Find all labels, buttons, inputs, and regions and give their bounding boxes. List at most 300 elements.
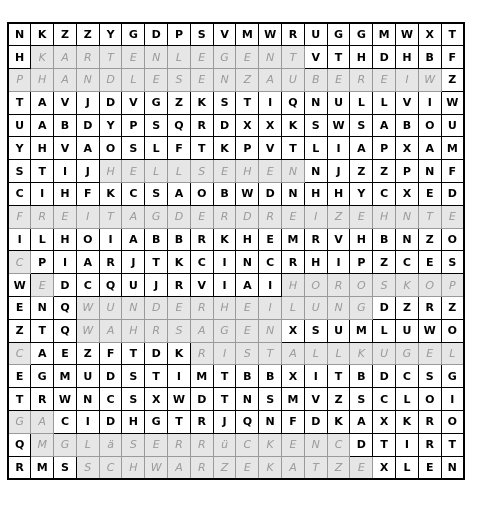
grid-cell[interactable]: I	[327, 137, 350, 160]
grid-cell[interactable]: G	[31, 365, 54, 388]
grid-cell[interactable]: D	[145, 297, 168, 320]
grid-cell[interactable]: S	[122, 365, 145, 388]
grid-cell[interactable]: A	[31, 114, 54, 137]
grid-cell[interactable]: O	[99, 137, 122, 160]
grid-cell[interactable]: I	[259, 91, 282, 114]
grid-cell[interactable]: K	[396, 411, 419, 434]
grid-cell[interactable]: G	[54, 433, 77, 456]
grid-cell[interactable]: N	[282, 183, 305, 206]
grid-cell[interactable]: S	[213, 91, 236, 114]
grid-cell[interactable]: M	[190, 365, 213, 388]
grid-cell[interactable]: U	[304, 23, 327, 46]
grid-cell[interactable]: A	[76, 137, 99, 160]
grid-cell[interactable]: L	[31, 228, 54, 251]
grid-cell[interactable]: O	[441, 228, 464, 251]
grid-cell[interactable]: V	[122, 91, 145, 114]
grid-cell[interactable]: S	[190, 23, 213, 46]
grid-cell[interactable]: L	[373, 91, 396, 114]
grid-cell[interactable]: C	[259, 251, 282, 274]
grid-cell[interactable]: A	[418, 137, 441, 160]
grid-cell[interactable]: L	[168, 46, 191, 69]
grid-cell[interactable]: B	[168, 228, 191, 251]
grid-cell[interactable]: A	[76, 251, 99, 274]
grid-cell[interactable]: W	[418, 319, 441, 342]
grid-cell[interactable]: H	[327, 183, 350, 206]
grid-cell[interactable]: D	[373, 297, 396, 320]
grid-cell[interactable]: F	[8, 205, 31, 228]
grid-cell[interactable]: D	[441, 183, 464, 206]
grid-cell[interactable]: Q	[168, 114, 191, 137]
grid-cell[interactable]: U	[304, 297, 327, 320]
grid-cell[interactable]: T	[122, 342, 145, 365]
grid-cell[interactable]: Q	[54, 319, 77, 342]
grid-cell[interactable]: I	[304, 205, 327, 228]
grid-cell[interactable]: N	[282, 160, 305, 183]
grid-cell[interactable]: A	[122, 205, 145, 228]
grid-cell[interactable]: E	[327, 69, 350, 92]
grid-cell[interactable]: G	[350, 297, 373, 320]
grid-cell[interactable]: R	[327, 274, 350, 297]
grid-cell[interactable]: P	[31, 251, 54, 274]
grid-cell[interactable]: R	[190, 433, 213, 456]
grid-cell[interactable]: D	[168, 205, 191, 228]
grid-cell[interactable]: F	[168, 137, 191, 160]
grid-cell[interactable]: D	[99, 365, 122, 388]
grid-cell[interactable]: O	[418, 114, 441, 137]
grid-cell[interactable]: S	[304, 319, 327, 342]
grid-cell[interactable]: Z	[213, 456, 236, 479]
grid-cell[interactable]: R	[418, 297, 441, 320]
grid-cell[interactable]: N	[76, 69, 99, 92]
grid-cell[interactable]: U	[373, 342, 396, 365]
grid-cell[interactable]: P	[168, 23, 191, 46]
grid-cell[interactable]: H	[54, 228, 77, 251]
grid-cell[interactable]: U	[396, 319, 419, 342]
grid-cell[interactable]: R	[282, 23, 305, 46]
grid-cell[interactable]: S	[54, 456, 77, 479]
grid-cell[interactable]: J	[213, 411, 236, 434]
grid-cell[interactable]: C	[396, 365, 419, 388]
grid-cell[interactable]: G	[145, 205, 168, 228]
grid-cell[interactable]: C	[236, 433, 259, 456]
grid-cell[interactable]: E	[8, 365, 31, 388]
grid-cell[interactable]: L	[145, 137, 168, 160]
grid-cell[interactable]: K	[259, 456, 282, 479]
grid-cell[interactable]: C	[99, 388, 122, 411]
grid-cell[interactable]: K	[190, 91, 213, 114]
grid-cell[interactable]: H	[31, 69, 54, 92]
grid-cell[interactable]: T	[8, 91, 31, 114]
grid-cell[interactable]: L	[396, 456, 419, 479]
grid-cell[interactable]: Z	[327, 456, 350, 479]
grid-cell[interactable]: W	[441, 91, 464, 114]
grid-cell[interactable]: F	[441, 46, 464, 69]
grid-cell[interactable]: I	[418, 91, 441, 114]
grid-cell[interactable]: H	[304, 251, 327, 274]
grid-cell[interactable]: M	[31, 433, 54, 456]
grid-cell[interactable]: I	[99, 228, 122, 251]
grid-cell[interactable]: G	[122, 23, 145, 46]
grid-cell[interactable]: A	[31, 342, 54, 365]
grid-cell[interactable]: R	[259, 205, 282, 228]
grid-cell[interactable]: M	[282, 228, 305, 251]
grid-cell[interactable]: E	[236, 456, 259, 479]
grid-cell[interactable]: N	[259, 46, 282, 69]
grid-cell[interactable]: T	[168, 411, 191, 434]
grid-cell[interactable]: K	[213, 137, 236, 160]
grid-cell[interactable]: J	[76, 91, 99, 114]
grid-cell[interactable]: L	[122, 69, 145, 92]
grid-cell[interactable]: P	[122, 114, 145, 137]
grid-cell[interactable]: T	[327, 365, 350, 388]
grid-cell[interactable]: L	[168, 160, 191, 183]
grid-cell[interactable]: E	[190, 205, 213, 228]
grid-cell[interactable]: D	[99, 91, 122, 114]
grid-cell[interactable]: D	[350, 433, 373, 456]
grid-cell[interactable]: S	[145, 183, 168, 206]
grid-cell[interactable]: R	[190, 297, 213, 320]
grid-cell[interactable]: K	[327, 411, 350, 434]
grid-cell[interactable]: N	[76, 388, 99, 411]
grid-cell[interactable]: E	[31, 274, 54, 297]
grid-cell[interactable]: W	[418, 69, 441, 92]
grid-cell[interactable]: S	[259, 388, 282, 411]
grid-cell[interactable]: H	[350, 228, 373, 251]
grid-cell[interactable]: C	[99, 456, 122, 479]
grid-cell[interactable]: A	[54, 46, 77, 69]
grid-cell[interactable]: J	[327, 160, 350, 183]
grid-cell[interactable]: P	[8, 69, 31, 92]
grid-cell[interactable]: E	[350, 205, 373, 228]
grid-cell[interactable]: O	[190, 183, 213, 206]
grid-cell[interactable]: S	[122, 433, 145, 456]
grid-cell[interactable]: E	[259, 160, 282, 183]
grid-cell[interactable]: E	[236, 319, 259, 342]
grid-cell[interactable]: R	[190, 342, 213, 365]
grid-cell[interactable]: C	[8, 342, 31, 365]
grid-cell[interactable]: X	[418, 23, 441, 46]
grid-cell[interactable]: T	[99, 46, 122, 69]
grid-cell[interactable]: I	[31, 183, 54, 206]
grid-cell[interactable]: W	[396, 23, 419, 46]
grid-cell[interactable]: H	[350, 46, 373, 69]
grid-cell[interactable]: X	[282, 319, 305, 342]
grid-cell[interactable]: M	[31, 456, 54, 479]
grid-cell[interactable]: T	[418, 205, 441, 228]
grid-cell[interactable]: X	[282, 365, 305, 388]
grid-cell[interactable]: S	[168, 69, 191, 92]
grid-cell[interactable]: V	[396, 91, 419, 114]
grid-cell[interactable]: C	[327, 433, 350, 456]
grid-cell[interactable]: P	[441, 274, 464, 297]
grid-cell[interactable]: A	[122, 228, 145, 251]
grid-cell[interactable]: K	[168, 342, 191, 365]
grid-cell[interactable]: Z	[373, 160, 396, 183]
grid-cell[interactable]: X	[396, 183, 419, 206]
grid-cell[interactable]: H	[373, 205, 396, 228]
grid-cell[interactable]: M	[350, 319, 373, 342]
grid-cell[interactable]: Z	[418, 228, 441, 251]
grid-cell[interactable]: I	[76, 205, 99, 228]
grid-cell[interactable]: N	[259, 319, 282, 342]
grid-cell[interactable]: T	[282, 46, 305, 69]
grid-cell[interactable]: E	[145, 433, 168, 456]
grid-cell[interactable]: K	[168, 251, 191, 274]
grid-cell[interactable]: G	[441, 365, 464, 388]
grid-cell[interactable]: G	[213, 46, 236, 69]
grid-cell[interactable]: N	[396, 205, 419, 228]
grid-cell[interactable]: N	[304, 160, 327, 183]
grid-cell[interactable]: U	[76, 365, 99, 388]
grid-cell[interactable]: I	[396, 433, 419, 456]
grid-cell[interactable]: H	[122, 456, 145, 479]
grid-cell[interactable]: P	[396, 160, 419, 183]
grid-cell[interactable]: M	[373, 23, 396, 46]
grid-cell[interactable]: T	[31, 160, 54, 183]
grid-cell[interactable]: W	[259, 23, 282, 46]
grid-cell[interactable]: B	[54, 114, 77, 137]
grid-cell[interactable]: Q	[236, 411, 259, 434]
grid-cell[interactable]: B	[396, 114, 419, 137]
grid-cell[interactable]: R	[168, 274, 191, 297]
grid-cell[interactable]: I	[396, 69, 419, 92]
grid-cell[interactable]: D	[373, 365, 396, 388]
grid-cell[interactable]: E	[373, 69, 396, 92]
grid-cell[interactable]: R	[31, 205, 54, 228]
grid-cell[interactable]: R	[76, 46, 99, 69]
grid-cell[interactable]: Z	[76, 342, 99, 365]
grid-cell[interactable]: W	[76, 297, 99, 320]
grid-cell[interactable]: N	[418, 160, 441, 183]
grid-cell[interactable]: V	[190, 274, 213, 297]
grid-cell[interactable]: T	[259, 342, 282, 365]
grid-cell[interactable]: L	[327, 342, 350, 365]
grid-cell[interactable]: R	[304, 228, 327, 251]
grid-cell[interactable]: K	[31, 46, 54, 69]
grid-cell[interactable]: H	[304, 183, 327, 206]
grid-cell[interactable]: F	[76, 183, 99, 206]
grid-cell[interactable]: L	[76, 433, 99, 456]
grid-cell[interactable]: V	[304, 388, 327, 411]
grid-cell[interactable]: S	[350, 388, 373, 411]
grid-cell[interactable]: H	[396, 46, 419, 69]
grid-cell[interactable]: N	[259, 411, 282, 434]
grid-cell[interactable]: S	[76, 456, 99, 479]
grid-cell[interactable]: Y	[8, 137, 31, 160]
grid-cell[interactable]: R	[190, 411, 213, 434]
grid-cell[interactable]: Z	[54, 23, 77, 46]
grid-cell[interactable]: E	[122, 160, 145, 183]
grid-cell[interactable]: S	[122, 388, 145, 411]
grid-cell[interactable]: P	[373, 137, 396, 160]
grid-cell[interactable]: H	[31, 137, 54, 160]
grid-cell[interactable]: B	[236, 365, 259, 388]
grid-cell[interactable]: L	[304, 137, 327, 160]
grid-cell[interactable]: E	[418, 251, 441, 274]
grid-cell[interactable]: A	[168, 456, 191, 479]
grid-cell[interactable]: A	[259, 69, 282, 92]
grid-cell[interactable]: N	[236, 251, 259, 274]
grid-cell[interactable]: I	[327, 251, 350, 274]
grid-cell[interactable]: W	[236, 183, 259, 206]
grid-cell[interactable]: N	[236, 388, 259, 411]
grid-cell[interactable]: N	[304, 433, 327, 456]
grid-cell[interactable]: I	[441, 388, 464, 411]
grid-cell[interactable]: K	[350, 342, 373, 365]
grid-cell[interactable]: X	[373, 411, 396, 434]
grid-cell[interactable]: J	[76, 160, 99, 183]
grid-cell[interactable]: G	[8, 411, 31, 434]
grid-cell[interactable]: X	[236, 114, 259, 137]
grid-cell[interactable]: H	[99, 160, 122, 183]
grid-cell[interactable]: I	[213, 251, 236, 274]
grid-cell[interactable]: H	[122, 411, 145, 434]
grid-cell[interactable]: V	[213, 23, 236, 46]
grid-cell[interactable]: Z	[441, 297, 464, 320]
grid-cell[interactable]: B	[304, 69, 327, 92]
grid-cell[interactable]: N	[31, 297, 54, 320]
grid-cell[interactable]: G	[145, 411, 168, 434]
grid-cell[interactable]: V	[304, 46, 327, 69]
grid-cell[interactable]: W	[76, 319, 99, 342]
grid-cell[interactable]: E	[168, 297, 191, 320]
grid-cell[interactable]: J	[145, 274, 168, 297]
grid-cell[interactable]: K	[99, 183, 122, 206]
grid-cell[interactable]: S	[190, 160, 213, 183]
grid-cell[interactable]: V	[327, 228, 350, 251]
grid-cell[interactable]: D	[190, 388, 213, 411]
grid-cell[interactable]: N	[8, 23, 31, 46]
grid-cell[interactable]: L	[304, 342, 327, 365]
grid-cell[interactable]: U	[441, 114, 464, 137]
grid-cell[interactable]: C	[373, 388, 396, 411]
grid-cell[interactable]: Z	[76, 23, 99, 46]
grid-cell[interactable]: N	[145, 46, 168, 69]
grid-cell[interactable]: M	[282, 388, 305, 411]
grid-cell[interactable]: G	[145, 91, 168, 114]
grid-cell[interactable]: D	[99, 411, 122, 434]
grid-cell[interactable]: T	[327, 46, 350, 69]
grid-cell[interactable]: O	[441, 319, 464, 342]
grid-cell[interactable]: Z	[441, 69, 464, 92]
grid-cell[interactable]: R	[350, 69, 373, 92]
grid-cell[interactable]: U	[122, 274, 145, 297]
grid-cell[interactable]: Y	[99, 114, 122, 137]
grid-cell[interactable]: O	[350, 274, 373, 297]
grid-cell[interactable]: T	[213, 388, 236, 411]
grid-cell[interactable]: R	[190, 114, 213, 137]
grid-cell[interactable]: W	[168, 388, 191, 411]
grid-cell[interactable]: R	[190, 228, 213, 251]
grid-cell[interactable]: A	[373, 114, 396, 137]
grid-cell[interactable]: R	[8, 456, 31, 479]
grid-cell[interactable]: N	[441, 456, 464, 479]
grid-cell[interactable]: N	[396, 228, 419, 251]
grid-cell[interactable]: W	[8, 274, 31, 297]
grid-cell[interactable]: R	[31, 388, 54, 411]
grid-cell[interactable]: R	[145, 319, 168, 342]
grid-cell[interactable]: F	[99, 342, 122, 365]
grid-cell[interactable]: Q	[54, 297, 77, 320]
grid-cell[interactable]: K	[282, 114, 305, 137]
grid-cell[interactable]: A	[350, 411, 373, 434]
grid-cell[interactable]: E	[236, 297, 259, 320]
grid-cell[interactable]: N	[304, 91, 327, 114]
grid-cell[interactable]: C	[373, 183, 396, 206]
grid-cell[interactable]: H	[282, 274, 305, 297]
grid-cell[interactable]: H	[236, 160, 259, 183]
grid-cell[interactable]: G	[396, 342, 419, 365]
grid-cell[interactable]: I	[259, 297, 282, 320]
grid-cell[interactable]: I	[54, 160, 77, 183]
grid-cell[interactable]: Z	[236, 69, 259, 92]
grid-cell[interactable]: R	[282, 251, 305, 274]
grid-cell[interactable]: Z	[373, 251, 396, 274]
grid-cell[interactable]: R	[213, 205, 236, 228]
grid-cell[interactable]: O	[441, 411, 464, 434]
grid-cell[interactable]: D	[54, 274, 77, 297]
grid-cell[interactable]: T	[236, 91, 259, 114]
grid-cell[interactable]: U	[327, 91, 350, 114]
grid-cell[interactable]: A	[168, 183, 191, 206]
grid-cell[interactable]: H	[236, 228, 259, 251]
grid-cell[interactable]: T	[441, 433, 464, 456]
grid-cell[interactable]: A	[282, 342, 305, 365]
grid-cell[interactable]: B	[350, 365, 373, 388]
grid-cell[interactable]: B	[145, 228, 168, 251]
grid-cell[interactable]: F	[282, 411, 305, 434]
grid-cell[interactable]: I	[54, 251, 77, 274]
grid-cell[interactable]: E	[54, 342, 77, 365]
grid-cell[interactable]: S	[441, 251, 464, 274]
grid-cell[interactable]: T	[282, 137, 305, 160]
grid-cell[interactable]: Z	[8, 319, 31, 342]
grid-cell[interactable]: A	[31, 91, 54, 114]
grid-cell[interactable]: C	[8, 183, 31, 206]
grid-cell[interactable]: I	[8, 228, 31, 251]
grid-cell[interactable]: L	[282, 297, 305, 320]
grid-cell[interactable]: G	[213, 319, 236, 342]
grid-cell[interactable]: U	[327, 319, 350, 342]
grid-cell[interactable]: A	[190, 319, 213, 342]
grid-cell[interactable]: A	[99, 319, 122, 342]
grid-cell[interactable]: T	[373, 433, 396, 456]
grid-cell[interactable]: R	[418, 411, 441, 434]
grid-cell[interactable]: U	[8, 114, 31, 137]
grid-cell[interactable]: L	[373, 319, 396, 342]
grid-cell[interactable]: T	[441, 23, 464, 46]
grid-cell[interactable]: H	[213, 297, 236, 320]
grid-cell[interactable]: G	[327, 23, 350, 46]
grid-cell[interactable]: B	[259, 365, 282, 388]
grid-cell[interactable]: E	[418, 456, 441, 479]
grid-cell[interactable]: E	[259, 228, 282, 251]
grid-cell[interactable]: E	[190, 46, 213, 69]
grid-cell[interactable]: Y	[99, 23, 122, 46]
grid-cell[interactable]: E	[418, 183, 441, 206]
grid-cell[interactable]: V	[54, 91, 77, 114]
grid-cell[interactable]: S	[304, 114, 327, 137]
grid-cell[interactable]: Z	[396, 297, 419, 320]
grid-cell[interactable]: R	[99, 251, 122, 274]
grid-cell[interactable]: G	[350, 23, 373, 46]
grid-cell[interactable]: K	[259, 433, 282, 456]
grid-cell[interactable]: E	[441, 205, 464, 228]
grid-cell[interactable]: Z	[350, 160, 373, 183]
grid-cell[interactable]: E	[213, 160, 236, 183]
grid-cell[interactable]: D	[236, 205, 259, 228]
grid-cell[interactable]: H	[54, 183, 77, 206]
